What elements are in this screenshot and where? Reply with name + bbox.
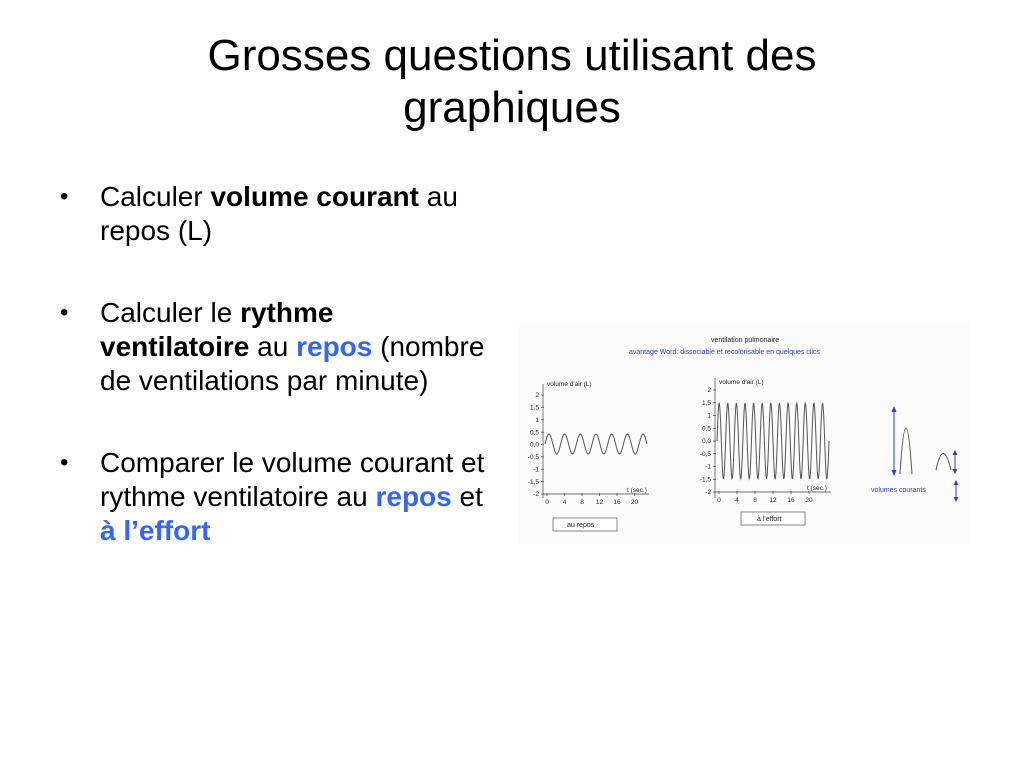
bullet-3-pre: Comparer le volume courant et rythme ventilatoire au (100, 447, 485, 512)
left-y-tick-label: 0,5 (529, 429, 539, 437)
left-x-tick-label: 16 (613, 499, 621, 506)
ventilation-figure-svg (519, 322, 971, 544)
bullet-dot-icon: • (60, 299, 69, 326)
right-y-tick-label: 0,0 (701, 438, 711, 446)
bullet-3-accent-repos: repos (375, 481, 452, 512)
legend-label: volumes courants (871, 487, 926, 494)
slide-title (0, 30, 1024, 134)
right-y-tick-label: 2 (707, 387, 711, 395)
slide-title-line2: graphiques (403, 83, 621, 132)
left-y-tick-label: -2 (533, 491, 539, 499)
legend-rest-arrow-up-icon (953, 450, 958, 455)
legend-effort-arrow-up-icon (892, 406, 897, 412)
left-x-tick-label: 0 (545, 499, 549, 506)
figure-title: ventilation pulmonaire (711, 337, 780, 344)
bullet-3-accent-effort: à l’effort (100, 515, 211, 546)
bullet-1-rest: au repos (L) (100, 181, 458, 246)
left-x-tick-label: 12 (595, 499, 604, 506)
right-y-tick-label: 1,5 (701, 399, 711, 407)
right-x-tick-label: 12 (769, 497, 777, 504)
right-y-tick-label: 0,5 (701, 425, 711, 433)
left-wave-line (545, 434, 647, 454)
volumes-courants-legend (871, 406, 959, 502)
bullet-1-bold: volume courant (210, 181, 419, 212)
left-y-tick-label: 1 (535, 416, 539, 424)
right-y-tick-label: -1 (705, 463, 711, 471)
bullet-2-rest: (nombre de ventilations par minute) (100, 331, 485, 396)
left-chart (528, 381, 649, 531)
right-y-tick-label: -0,5 (699, 450, 711, 458)
bullet-item-3 (60, 446, 490, 548)
right-chart (700, 378, 831, 525)
right-y-label: volume d'air (L) (719, 379, 764, 386)
bullet-dot-icon: • (60, 449, 69, 476)
legend-effort-wave (900, 428, 912, 474)
bullet-1-pre: Calculer (100, 181, 211, 212)
left-caption: au repos (567, 522, 595, 529)
figure-subtitle: avantage Word: dissociable et recolorisable en quelques clics (629, 349, 820, 356)
left-y-tick-label: -1 (533, 466, 539, 474)
legend-label-arrow-down-icon (954, 497, 959, 502)
left-y-tick-label: -1,5 (527, 478, 539, 486)
right-caption: à l'effort (757, 516, 782, 523)
left-y-label: volume d'air (L) (547, 381, 592, 388)
left-y-tick-label: 1,5 (529, 404, 539, 412)
right-x-label: t (sec.) (807, 485, 827, 492)
legend-rest-wave (936, 454, 951, 471)
left-x-label: t (sec.) (627, 487, 647, 494)
legend-label-arrow-up-icon (954, 480, 959, 485)
slide-title-line1: Grosses questions utilisant des (207, 31, 817, 80)
bullet-2-bold: rythme ventilatoire (100, 297, 334, 362)
bullet-3-mid: et (451, 481, 483, 512)
right-x-tick-label: 4 (735, 497, 739, 504)
right-x-tick-label: 16 (787, 497, 795, 504)
bullet-dot-icon: • (60, 183, 69, 210)
right-x-tick-label: 20 (805, 497, 813, 504)
bullet-2-accent: repos (296, 331, 373, 362)
left-x-tick-label: 4 (562, 499, 567, 506)
left-y-tick-label: 2 (535, 392, 539, 400)
left-y-tick-label: -0,5 (527, 454, 539, 462)
right-x-tick-label: 0 (717, 497, 721, 504)
bullet-2-pre: Calculer le (100, 297, 241, 328)
right-y-tick-label: 1 (707, 412, 711, 420)
right-y-tick-label: -2 (705, 489, 711, 497)
right-wave-line (717, 403, 829, 479)
left-y-tick-label: 0,0 (529, 441, 539, 449)
right-x-tick-label: 8 (753, 497, 757, 504)
bullet-2-mid: au (249, 331, 297, 362)
ventilation-figure (519, 322, 971, 544)
left-x-tick-label: 20 (630, 499, 639, 506)
right-y-tick-label: -1,5 (699, 476, 711, 484)
bullet-list (60, 180, 490, 548)
left-x-tick-label: 8 (580, 499, 584, 506)
legend-effort-arrow-down-icon (892, 470, 897, 476)
bullet-item-1 (60, 180, 490, 248)
bullet-item-2 (60, 296, 490, 398)
legend-rest-arrow-down-icon (953, 469, 958, 474)
